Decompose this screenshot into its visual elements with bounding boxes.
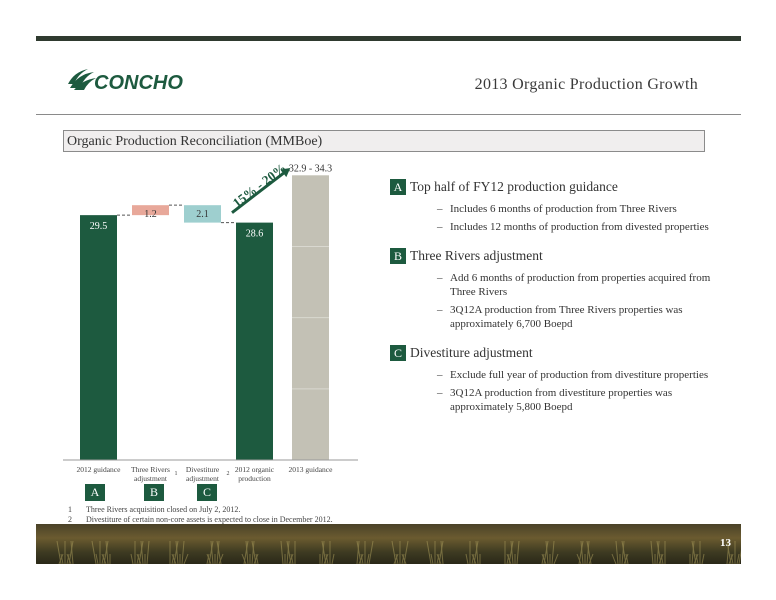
item-a-heading	[390, 178, 710, 196]
item-c-bullet-1: – Exclude full year of production from divestiture properties	[437, 369, 709, 381]
chart-svg	[63, 152, 363, 492]
item-c-bullet-2: – 3Q12A production from divestiture properties was approximately 5,800 Boepd	[437, 387, 673, 413]
footnote-2-num: 2	[68, 515, 72, 524]
item-c-bullet-1-text: Exclude full year of production from divestiture properties	[450, 369, 709, 381]
category-footnote-ref-2: 1	[174, 471, 178, 477]
item-a-bullet-1-text: Includes 6 months of production from Three Rivers	[450, 203, 677, 215]
item-b-heading-text: Three Rivers adjustment	[410, 248, 543, 263]
footer-landscape-photo	[36, 524, 741, 564]
category-label-3-line-1: Divestiture	[185, 465, 220, 474]
footnote-2-text: Divestiture of certain non-core assets is expected to close in December 2012.	[86, 515, 333, 524]
item-c-heading-text: Divestiture adjustment	[410, 345, 533, 360]
bar-4	[236, 223, 273, 460]
marker-a: A	[85, 484, 105, 501]
bar-1-value-label: 29.5	[89, 221, 108, 233]
bar-2-value-label: 1.2	[144, 209, 157, 221]
item-a	[390, 178, 710, 234]
badge-c: C	[390, 345, 406, 361]
top-rule	[36, 36, 741, 41]
footnote-1-text: Three Rivers acquisition closed on July 2, 2012.	[86, 505, 241, 514]
marker-c: C	[197, 484, 217, 501]
category-label-4-line-2: production	[238, 474, 271, 483]
header-divider	[36, 114, 741, 115]
category-label-2-line-2: adjustment	[134, 474, 167, 483]
explanation-panel	[390, 178, 710, 427]
category-label-2-line-1: Three Rivers	[131, 465, 170, 474]
badge-b: B	[390, 248, 406, 264]
item-c-heading	[390, 344, 710, 362]
category-footnote-ref-3: 2	[226, 471, 230, 477]
item-c	[390, 344, 710, 414]
bar-5-value-label: 32.9 - 34.3	[288, 163, 333, 175]
item-a-bullet-2-text: Includes 12 months of production from divested properties	[450, 221, 709, 233]
marker-b: B	[144, 484, 164, 501]
badge-a: A	[390, 179, 406, 195]
section-title: Organic Production Reconciliation (MMBoe)	[63, 130, 705, 152]
waterfall-chart	[63, 152, 363, 492]
grass-texture	[36, 524, 741, 564]
footnote-2	[68, 515, 333, 524]
item-a-bullet-2: – Includes 12 months of production from divested properties	[437, 221, 709, 233]
item-a-heading-text: Top half of FY12 production guidance	[410, 179, 618, 194]
concho-logo	[68, 68, 208, 94]
footnote-1-num: 1	[68, 505, 72, 514]
item-b-heading	[390, 247, 710, 265]
item-b-bullet-2: – 3Q12A production from Three Rivers properties was approximately 6,700 Boepd	[437, 304, 683, 330]
bar-4-value-label: 28.6	[245, 228, 264, 240]
item-b	[390, 247, 710, 331]
item-b-bullet-1: – Add 6 months of production from properties acquired from Three Rivers	[437, 272, 711, 298]
slide-title: 2013 Organic Production Growth	[474, 76, 698, 93]
page-number: 13	[720, 537, 731, 549]
category-label-4-line-1: 2012 organic	[234, 465, 275, 474]
bar-1	[80, 215, 117, 460]
item-c-bullet-2-text: 3Q12A production from divestiture properties was approximately 5,800 Boepd	[450, 387, 673, 413]
category-label-3-line-2: adjustment	[186, 474, 219, 483]
logo-wordmark: CONCHO	[94, 72, 183, 94]
category-label-5-line-1: 2013 guidance	[288, 465, 333, 474]
bar-3-value-label: 2.1	[196, 209, 209, 221]
item-b-bullet-1-text: Add 6 months of production from properties acquired from Three Rivers	[450, 272, 711, 298]
category-label-1-line-1: 2012 guidance	[76, 465, 121, 474]
footnote-1	[68, 505, 240, 514]
item-b-bullet-2-text: 3Q12A production from Three Rivers properties was approximately 6,700 Boepd	[450, 304, 683, 330]
growth-label: 15% - 20%	[229, 160, 289, 211]
item-a-bullet-1: – Includes 6 months of production from Three Rivers	[437, 203, 677, 215]
